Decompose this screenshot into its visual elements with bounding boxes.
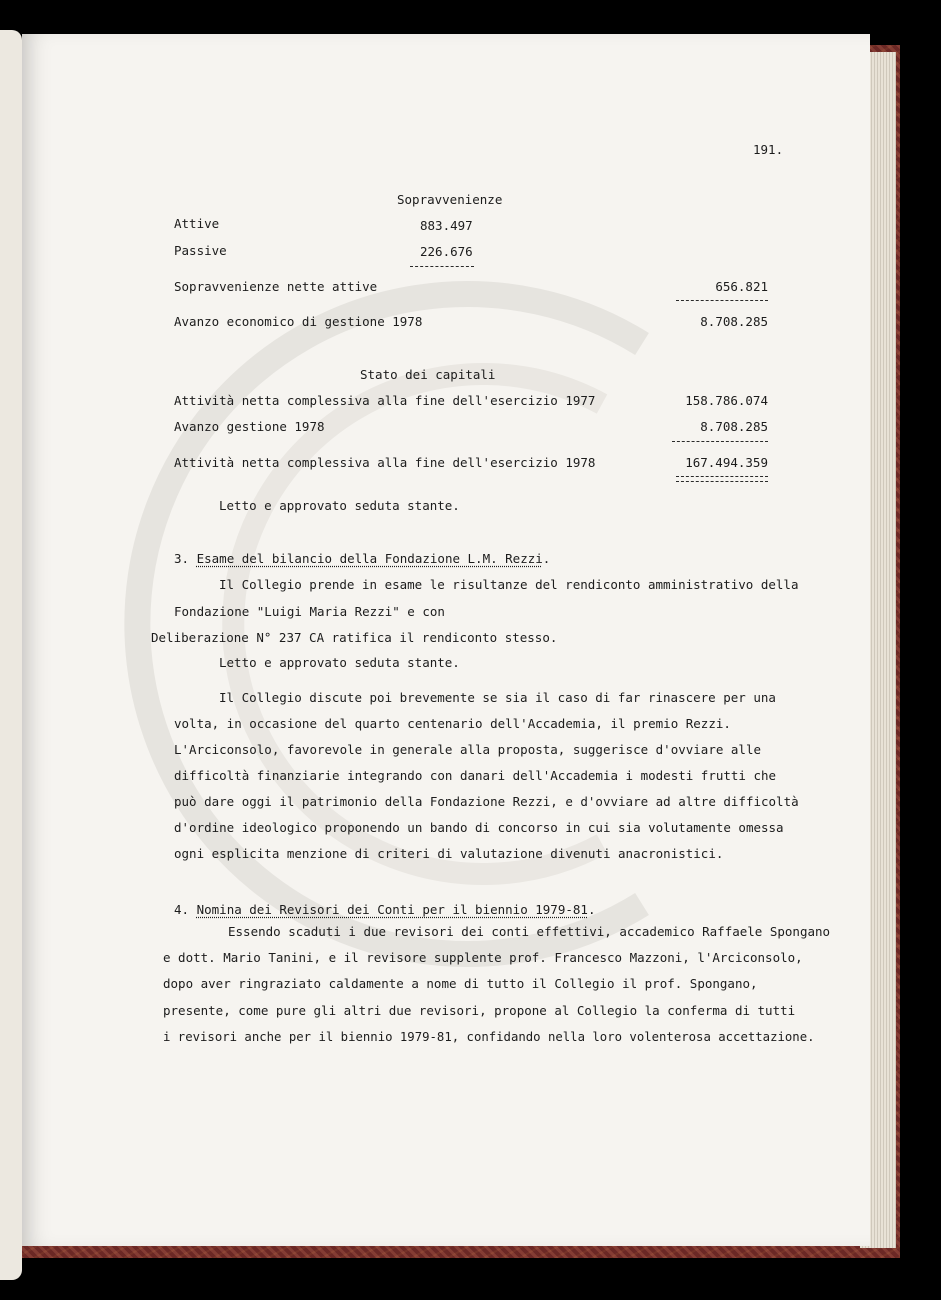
section3-line: Il Collegio prende in esame le risultanze del rendiconto amministrativo della xyxy=(219,577,799,592)
attive-value: 883.497 xyxy=(420,218,473,233)
section3-para-line: difficoltà finanziarie integrando con danari dell'Accademia i modesti frutti che xyxy=(174,768,777,783)
stato-row1-label: Attività netta complessiva alla fine dell'esercizio 1977 xyxy=(174,393,596,408)
sopravvenienze-heading: Sopravvenienze xyxy=(397,192,503,207)
section3-para-line: ogni esplicita menzione di criteri di valutazione divenuti anacronistici. xyxy=(174,846,724,861)
section3-title-end: . xyxy=(542,551,551,566)
section4-title-end: . xyxy=(587,902,596,917)
section3-para-line: Il Collegio discute poi brevemente se sia il caso di far rinascere per una xyxy=(219,690,776,705)
section3-line: Fondazione "Luigi Maria Rezzi" e con xyxy=(174,604,445,619)
stato-heading: Stato dei capitali xyxy=(360,367,496,382)
section4-title: Nomina dei Revisori dei Conti per il biennio 1979-81 xyxy=(196,902,588,917)
total-rule xyxy=(676,300,768,301)
avanzo-label: Avanzo economico di gestione 1978 xyxy=(174,314,423,329)
section4-number: 4. xyxy=(174,902,190,917)
page-number: 191. xyxy=(753,142,784,157)
left-page-edge xyxy=(0,30,22,1280)
subtotal-rule xyxy=(410,266,474,267)
section3-para-line: L'Arciconsolo, favorevole in generale alla proposta, suggerisce d'ovviare alle xyxy=(174,742,761,757)
section3-para-line: d'ordine ideologico proponendo un bando di concorso in cui sia volutamente omessa xyxy=(174,820,784,835)
section3-line: Deliberazione N° 237 CA ratifica il rendiconto stesso. xyxy=(151,630,558,645)
section4-line: i revisori anche per il biennio 1979-81, confidando nella loro volenterosa accettazione. xyxy=(163,1030,815,1044)
passive-label: Passive xyxy=(174,243,227,258)
stato-row2-value: 8.708.285 xyxy=(700,419,768,434)
section3-heading xyxy=(174,553,550,566)
passive-value: 226.676 xyxy=(420,244,473,259)
section3-number: 3. xyxy=(174,551,190,566)
stato-rule xyxy=(672,441,768,442)
avanzo-value: 8.708.285 xyxy=(700,314,768,329)
stato-row2-label: Avanzo gestione 1978 xyxy=(174,419,325,434)
grand-total-rule xyxy=(676,476,768,482)
stato-row1-value: 158.786.074 xyxy=(685,393,768,408)
stato-row3-value: 167.494.359 xyxy=(685,455,768,470)
nette-value: 656.821 xyxy=(715,279,768,294)
attive-label: Attive xyxy=(174,216,220,231)
section4-line: Essendo scaduti i due revisori dei conti effettivi, accademico Raffaele Spongano xyxy=(228,924,831,939)
section3-line: Letto e approvato seduta stante. xyxy=(219,655,460,670)
watermark-icon xyxy=(82,174,842,1074)
section4-line: e dott. Mario Tanini, e il revisore supplente prof. Francesco Mazzoni, l'Arciconsolo, xyxy=(163,950,803,965)
letto-approvato-1: Letto e approvato seduta stante. xyxy=(219,498,460,513)
section3-para-line: può dare oggi il patrimonio della Fondazione Rezzi, e d'ovviare ad altre difficoltà xyxy=(174,794,799,809)
nette-label: Sopravvenienze nette attive xyxy=(174,279,378,294)
section3-para-line: volta, in occasione del quarto centenario dell'Accademia, il premio Rezzi. xyxy=(174,716,731,731)
stato-row3-label: Attività netta complessiva alla fine dell'esercizio 1978 xyxy=(174,455,596,470)
section4-line: presente, come pure gli altri due revisori, propone al Collegio la conferma di tutti xyxy=(163,1003,796,1018)
section3-title: Esame del bilancio della Fondazione L.M. Rezzi xyxy=(196,551,543,566)
section4-line: dopo aver ringraziato caldamente a nome di tutto il Collegio il prof. Spongano, xyxy=(163,976,758,991)
section4-heading xyxy=(174,904,595,917)
